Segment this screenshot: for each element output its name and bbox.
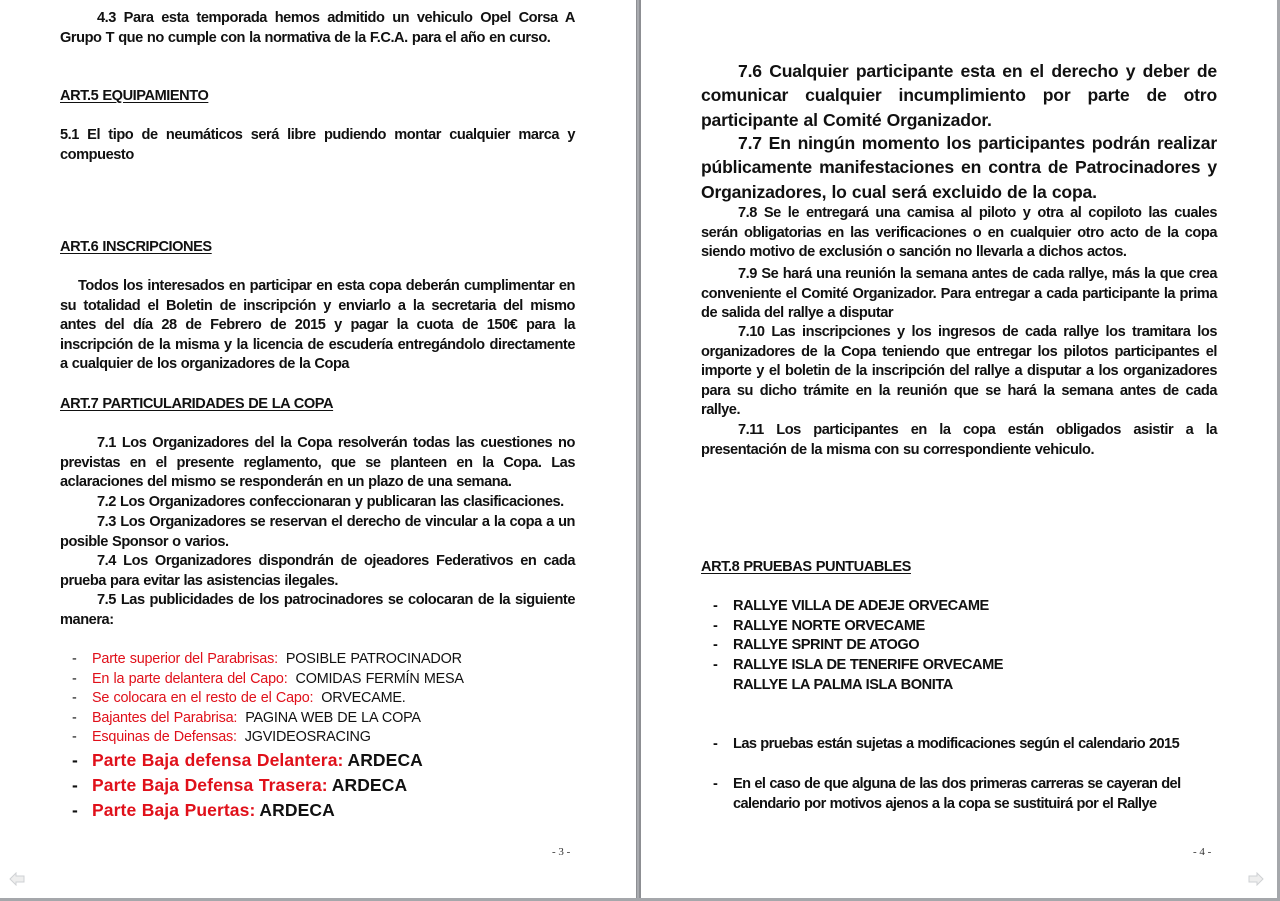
paragraph-7-10: 7.10 Las inscripciones y los ingresos de cada rallye los tramitara los organizadores de la Copa teniendo que entregar los pilotos participantes el importe y el boletin de la inscripción del rallye a disputar a los organizadores para su dicho trámite en la reunión que se hará la semana antes de cada rallye. xyxy=(701,324,1217,419)
paragraph-5-1: 5.1 El tipo de neumáticos será libre pudiendo montar cualquier marca y compuesto xyxy=(60,127,575,163)
paragraph-7-11: 7.11 Los participantes en la copa están obligados asistir a la presentación de la misma con su correspondiente vehiculo. xyxy=(701,422,1217,458)
sponsor-name: COMIDAS FERMÍN MESA xyxy=(295,670,464,687)
paragraph-7-9: 7.9 Se hará una reunión la semana antes de cada rallye, más la que crea conveniente el Comité Organizador. Para entregar a cada participante la prima de salida del rallye a disputar xyxy=(701,266,1217,322)
rally-item: - RALLYE ISLA DE TENERIFE ORVECAME xyxy=(701,656,1217,676)
sponsor-name: ARDECA xyxy=(331,774,408,795)
rally-item: - RALLYE SPRINT DE ATOGO xyxy=(701,636,1217,656)
sponsor-list xyxy=(60,650,575,823)
note-item: - Las pruebas están sujetas a modificaciones según el calendario 2015 xyxy=(701,735,1217,755)
arrow-right-icon xyxy=(1248,872,1264,886)
paragraph-7-7: 7.7 En ningún momento los participantes podrán realizar públicamente manifestaciones en contra de Patrocinadores y Organizadores, lo cual será excluido de la copa. xyxy=(701,133,1217,202)
sponsor-name: ORVECAME. xyxy=(321,690,406,707)
arrow-left-icon xyxy=(9,872,25,886)
page-number: - 3 - xyxy=(552,846,571,858)
paragraph-art6: Todos los interesados en participar en esta copa deberán cumplimentar en su totalidad el Boletin de inscripción y enviarlo a la secretaria del mismo antes del día 28 de Febrero de 2015 y pagar la cuota de 150€ para la inscripción de la misma y la licencia de escudería entregándolo directamente a cualquier de los organizadores de la Copa xyxy=(60,278,575,373)
sponsor-place: Parte Baja defensa Delantera: xyxy=(92,749,344,770)
paragraph-7-1: 7.1 Los Organizadores del la Copa resolverán todas las cuestiones no previstas en el presente reglamento, que se planteen en la Copa. Las aclaraciones del mismo se responderán en un plazo de una semana. xyxy=(60,435,575,491)
rally-list xyxy=(701,597,1217,675)
sponsor-item xyxy=(60,748,575,773)
sponsor-item xyxy=(60,773,575,798)
sponsor-item xyxy=(60,689,575,709)
paragraph-7-2: 7.2 Los Organizadores confeccionaran y publicaran las clasificaciones. xyxy=(97,494,564,510)
document-page-3 xyxy=(0,0,636,898)
paragraph-4-3: 4.3 Para esta temporada hemos admitido un vehiculo Opel Corsa A Grupo T que no cumple con la normativa de la F.C.A. para el año en curso. xyxy=(60,10,575,46)
sponsor-place: Bajantes del Parabrisa: xyxy=(92,709,238,726)
rally-item: - RALLYE VILLA DE ADEJE ORVECAME xyxy=(701,597,1217,617)
sponsor-item xyxy=(60,798,575,823)
heading-art6: ART.6 INSCRIPCIONES xyxy=(60,239,212,255)
next-page-button[interactable] xyxy=(1248,872,1264,886)
paragraph-7-6: 7.6 Cualquier participante esta en el derecho y deber de comunicar cualquier incumplimiento por parte de otro participante al Comité Organizador. xyxy=(701,61,1217,130)
page-number: - 4 - xyxy=(1193,846,1212,858)
sponsor-item xyxy=(60,650,575,670)
sponsor-name: JGVIDEOSRACING xyxy=(244,729,371,746)
paragraph-7-5: 7.5 Las publicidades de los patrocinadores se colocaran de la siguiente manera: xyxy=(60,592,575,628)
sponsor-item xyxy=(60,709,575,729)
sponsor-place: Se colocara en el resto de el Capo: xyxy=(92,690,314,707)
sponsor-name: POSIBLE PATROCINADOR xyxy=(285,651,462,667)
sponsor-name: ARDECA xyxy=(347,749,423,770)
sponsor-name: ARDECA xyxy=(259,799,335,820)
notes-list-2 xyxy=(701,775,1206,814)
sponsor-place: Parte Baja Defensa Trasera: xyxy=(92,774,328,795)
heading-art8: ART.8 PRUEBAS PUNTUABLES xyxy=(701,559,911,575)
note-item: - En el caso de que alguna de las dos primeras carreras se cayeran del calendario por motivos ajenos a la copa se sustituirá por el Rallye xyxy=(701,775,1206,814)
heading-art5: ART.5 EQUIPAMIENTO xyxy=(60,88,209,104)
previous-page-button[interactable] xyxy=(9,872,25,886)
rally-item-extra: RALLYE LA PALMA ISLA BONITA xyxy=(733,677,953,693)
notes-list xyxy=(701,735,1217,755)
rally-item: - RALLYE NORTE ORVECAME xyxy=(701,617,1217,637)
paragraph-7-4: 7.4 Los Organizadores dispondrán de ojeadores Federativos en cada prueba para evitar las asistencias ilegales. xyxy=(60,553,575,589)
sponsor-item xyxy=(60,670,575,690)
paragraph-7-3: 7.3 Los Organizadores se reservan el derecho de vincular a la copa a un posible Sponsor o varios. xyxy=(60,514,575,550)
sponsor-place: En la parte delantera del Capo: xyxy=(92,670,288,687)
sponsor-name: PAGINA WEB DE LA COPA xyxy=(245,709,421,726)
heading-art7: ART.7 PARTICULARIDADES DE LA COPA xyxy=(60,396,334,412)
paragraph-7-8: 7.8 Se le entregará una camisa al piloto y otra al copiloto las cuales serán obligatorias en las verificaciones o en cualquier otro acto de la copa siendo motivo de exclusión o sanción no llevarla a dichos actos. xyxy=(701,205,1217,261)
sponsor-item xyxy=(60,728,575,748)
sponsor-place: Parte Baja Puertas: xyxy=(92,799,256,820)
sponsor-place: Parte superior del Parabrisas: xyxy=(92,651,278,667)
document-page-4 xyxy=(641,0,1277,898)
sponsor-place: Esquinas de Defensas: xyxy=(92,729,237,746)
